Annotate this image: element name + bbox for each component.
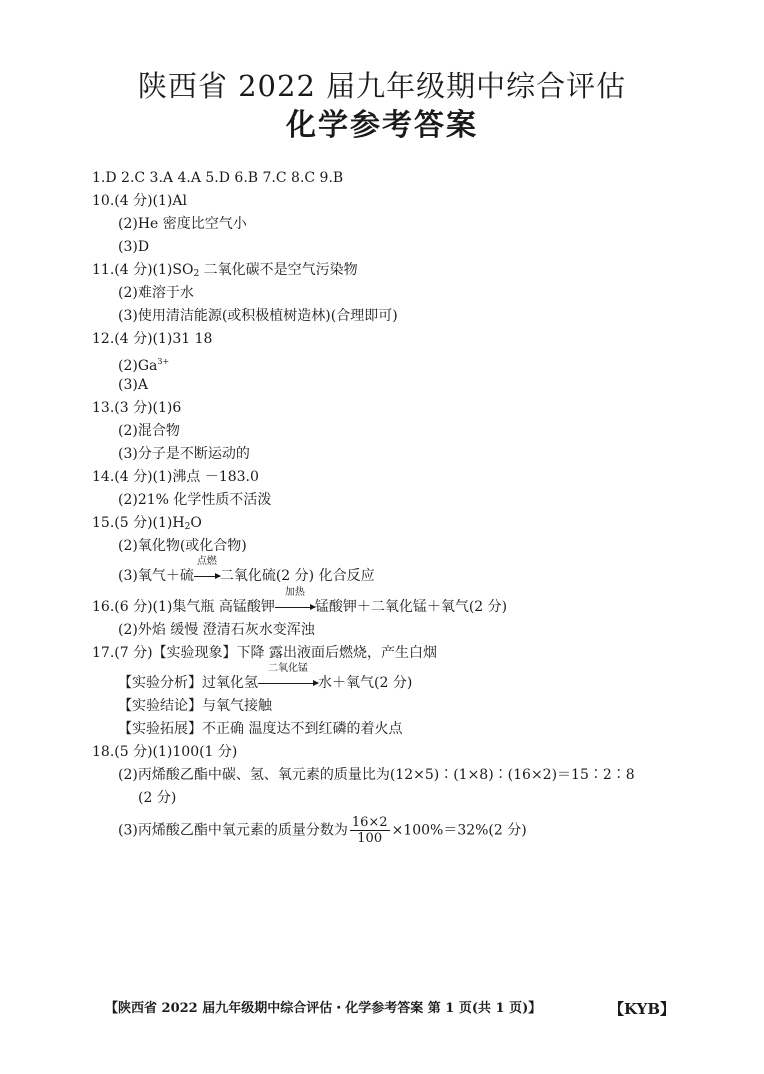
q11-line-2: (2)难溶于水 bbox=[118, 285, 194, 301]
q17-line-3: 【实验结论】与氧气接触 bbox=[118, 698, 272, 714]
fraction-numerator: 16×2 bbox=[351, 815, 388, 830]
q13-line-3: (3)分子是不断运动的 bbox=[118, 446, 250, 462]
q14-line-2: (2)21% 化学性质不活泼 bbox=[118, 492, 272, 508]
q17-line-4: 【实验拓展】不正确 温度达不到红磷的着火点 bbox=[118, 721, 403, 737]
document-subtitle: 化学参考答案 bbox=[286, 108, 478, 143]
q11-line-3: (3)使用清洁能源(或积极植树造林)(合理即可) bbox=[118, 308, 398, 324]
q12-line-2: $(2)Ga^{3+}$ bbox=[118, 357, 170, 374]
q10-line-2: (2)He 密度比空气小 bbox=[118, 216, 247, 232]
answers-1-9: 1.D 2.C 3.A 4.A 5.D 6.B 7.C 8.C 9.B bbox=[92, 170, 344, 186]
q14-line-1: 14.(4 分)(1)沸点 －183.0 bbox=[92, 469, 259, 485]
footer-code: 【KYB】 bbox=[609, 1000, 676, 1018]
q13-line-2: (2)混合物 bbox=[118, 423, 180, 439]
q10-line-3: (3)D bbox=[118, 239, 150, 255]
q12-line-1: 12.(4 分)(1)31 18 bbox=[92, 331, 213, 347]
q10-line-1: 10.(4 分)(1)Al bbox=[92, 193, 187, 209]
q16-line-1: 16.(6 分)(1)集气瓶 高锰酸钾 加热 锰酸钾＋二氧化锰＋氧气(2 分) bbox=[92, 587, 508, 615]
q12-line-3: (3)A bbox=[118, 377, 148, 393]
document-title: 陕西省 2022 届九年级期中综合评估 bbox=[137, 69, 627, 103]
reaction-arrow bbox=[194, 556, 220, 585]
reaction-condition: 点燃 bbox=[196, 556, 217, 567]
fraction bbox=[350, 815, 390, 846]
q13-line-1: 13.(3 分)(1)6 bbox=[92, 400, 182, 416]
q16-line-2: (2)外焰 缓慢 澄清石灰水变浑浊 bbox=[118, 622, 315, 638]
q15-line-2: (2)氧化物(或化合物) bbox=[118, 538, 247, 554]
q18-line-2: (2)丙烯酸乙酯中碳、氢、氧元素的质量比为(12×5)∶(1×8)∶(16×2)＝15∶2∶8 bbox=[118, 767, 635, 783]
q11-line-1: 11.(4 分)$(1)SO_2$ 二氧化碳不是空气污染物 bbox=[92, 262, 358, 279]
page-footer: 【陕西省 2022 届九年级期中综合评估・化学参考答案 第 1 页(共 1 页)】 bbox=[105, 1001, 542, 1016]
q15-line-1: 15.(5 分)$(1)H_2O$ bbox=[92, 515, 202, 532]
q17-line-2: 【实验分析】过氧化氢 二氧化锰 水＋氧气(2 分) bbox=[118, 663, 413, 691]
q17-line-1: 17.(7 分)【实验现象】下降 露出液面后燃烧，产生白烟 bbox=[92, 645, 437, 661]
reaction-arrow bbox=[258, 663, 318, 692]
reaction-condition: 加热 bbox=[284, 587, 305, 598]
q18-line-2-score: (2 分) bbox=[138, 790, 177, 806]
q18-line-3: (3)丙烯酸乙酯中氧元素的质量分数为 $\frac{16\times 2}{100}$ ×100%＝32%(2 分) bbox=[118, 815, 527, 846]
q18-line-1: 18.(5 分)(1)100(1 分) bbox=[92, 744, 238, 760]
q15-line-3: (3)氧气＋硫 点燃 二氧化硫(2 分) 化合反应 bbox=[118, 556, 375, 584]
fraction-denominator: 100 bbox=[357, 831, 383, 846]
reaction-arrow bbox=[275, 587, 315, 616]
reaction-condition: 二氧化锰 bbox=[268, 663, 308, 674]
